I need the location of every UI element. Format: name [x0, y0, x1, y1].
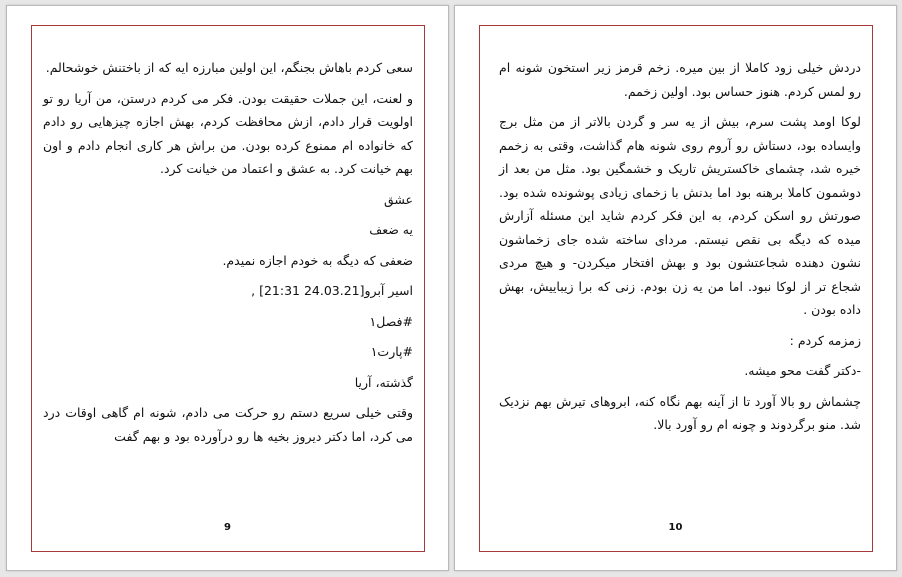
paragraph: چشماش رو بالا آورد تا از آینه بهم نگاه کنه، ابروهای تیرش بهم نزدیک شد. منو برگردوند و چونه ام رو آورد بالا. [499, 393, 861, 432]
paragraph: عشق [383, 191, 413, 207]
page-number: 9 [224, 522, 231, 533]
paragraph: ضعفی که دیگه به خودم اجازه نمیدم. [222, 252, 413, 268]
page-number: 10 [668, 522, 683, 533]
paragraph: لوکا اومد پشت سرم، بیش از یه سر و گردن بالاتر از من مثل برج وایساده بود، دستاش رو آروم روی شونه هام گذاشت، وقتی به زخمم خیره شد، چشمای خاکستریش تاریک و خشمگین بود. مثل من بعد از دوشمون کاملا برهنه بود اما بدنش با زخمای زیادی پوشونده شده بود. صورتش رو اسکن کردم، به این فکر کردم شاید این مسئله آزارش میده که دیگه بی نقص نیستم. مردای ساخته شده جای زخماشون نشون دهنده شجاعتشون بود و بهش افتخار میکردن- و هیچ مردی شجاع تر از لوکا نبود. اما من یه زن بودم. زنی که برا زیباییش، بهش داده بودن . [499, 114, 861, 317]
page-text [499, 56, 861, 444]
page-right [454, 5, 897, 571]
paragraph: وقتی خیلی سریع دستم رو حرکت می دادم، شونه ام گاهی اوقات درد می کرد، اما دکتر دیروز بخیه ها رو درآورده بود و بهم گفت [43, 405, 413, 444]
paragraph: #پارت۱ [370, 344, 413, 359]
paragraph: گذشته، آریا [354, 374, 413, 390]
paragraph: دردش خیلی زود کاملا از بین میره. زخم قرمز زیر استخون شونه ام رو لمس کردم. هنوز حساس بود. اولین زخمم. [499, 60, 861, 99]
paragraph: یه ضعف [369, 222, 413, 237]
paragraph: زمزمه کردم : [789, 332, 861, 348]
page-left [6, 5, 449, 571]
page-text [43, 56, 413, 455]
paragraph: -دکتر گفت محو میشه. [744, 363, 861, 378]
paragraph: #فصل۱ [369, 313, 413, 329]
paragraph: اسیر آبرو[24.03.21 21:31] , [251, 283, 413, 298]
paragraph: و لعنت، این جملات حقیقت بودن. فکر می کردم درستن، من آریا رو تو اولویت قرار دادم، ازش محافظت کردم، بهش اجازه چیزهایی رو دادم که خانواده ام ممنوع کرده بودن. من براش هر کاری انجام دادم و اون بهم خیانت کرد. به عشق و اعتماد من خیانت کرد. [43, 90, 413, 176]
paragraph: سعی کردم باهاش بجنگم، این اولین مبارزه ایه که از باختنش خوشحالم. [45, 60, 413, 75]
